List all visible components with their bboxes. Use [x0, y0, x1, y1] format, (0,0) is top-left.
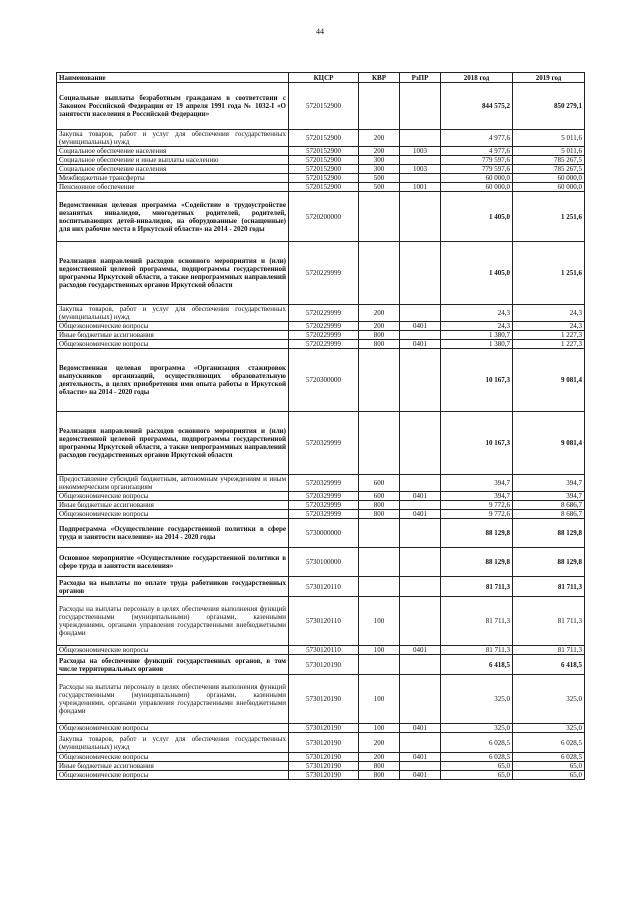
row-kvr	[359, 192, 400, 242]
row-rzpr	[400, 475, 441, 492]
row-kcsr: 5720152900	[289, 165, 359, 174]
row-2019: 850 279,1	[513, 83, 585, 130]
table-row	[57, 655, 585, 675]
row-rzpr	[400, 349, 441, 412]
row-2018: 394,7	[441, 492, 513, 501]
table-header	[57, 73, 585, 83]
row-2018: 394,7	[441, 475, 513, 492]
row-2018: 779 597,6	[441, 165, 513, 174]
row-name: Общеэкономические вопросы	[57, 492, 289, 501]
row-2019: 60 000,0	[513, 174, 585, 183]
row-2018: 1 405,0	[441, 192, 513, 242]
row-kvr: 200	[359, 733, 400, 753]
row-kvr	[359, 83, 400, 130]
table-row	[57, 349, 585, 412]
row-kvr: 200	[359, 147, 400, 156]
row-kvr: 200	[359, 322, 400, 331]
table-row	[57, 412, 585, 475]
row-rzpr: 1001	[400, 183, 441, 192]
row-kcsr: 5730120190	[289, 753, 359, 762]
row-2018: 1 380,7	[441, 340, 513, 349]
budget-table	[56, 72, 585, 780]
row-2019: 1 251,6	[513, 192, 585, 242]
table-row	[57, 724, 585, 733]
row-name: Иные бюджетные ассигнования	[57, 331, 289, 340]
row-rzpr: 0401	[400, 322, 441, 331]
row-rzpr: 0401	[400, 510, 441, 519]
row-kvr: 800	[359, 331, 400, 340]
header-name: Наименование	[57, 73, 289, 83]
row-rzpr	[400, 83, 441, 130]
row-name: Ведомственная целевая программа «Организация стажировок выпускников организаций, осуществляющих образовательную деятельность, в целях приобретения ими опыта работы в Иркутской области» на 2014 - 2020 годы	[57, 349, 289, 412]
row-rzpr: 0401	[400, 771, 441, 780]
table-row	[57, 156, 585, 165]
row-2018: 60 000,0	[441, 183, 513, 192]
row-name: Социальное обеспечение населения	[57, 147, 289, 156]
row-rzpr	[400, 156, 441, 165]
row-2019: 81 711,3	[513, 597, 585, 646]
row-rzpr: 0401	[400, 724, 441, 733]
table-row	[57, 577, 585, 597]
row-kvr: 500	[359, 183, 400, 192]
row-2019: 1 227,3	[513, 340, 585, 349]
row-2019: 8 686,7	[513, 501, 585, 510]
row-2019: 8 686,7	[513, 510, 585, 519]
row-kcsr: 5730120110	[289, 577, 359, 597]
row-2019: 785 267,5	[513, 165, 585, 174]
row-2019: 65,0	[513, 771, 585, 780]
row-name: Общеэкономические вопросы	[57, 322, 289, 331]
row-rzpr	[400, 331, 441, 340]
row-name: Подпрограмма «Осуществление государственной политики в сфере труда и занятости населения» на 2014 - 2020 годы	[57, 519, 289, 548]
row-kcsr: 5730120190	[289, 724, 359, 733]
row-kvr	[359, 519, 400, 548]
table-row	[57, 646, 585, 655]
row-kvr: 100	[359, 646, 400, 655]
row-name: Межбюджетные трансферты	[57, 174, 289, 183]
row-name: Расходы на выплаты по оплате труда работников государственных органов	[57, 577, 289, 597]
row-kcsr: 5720329999	[289, 510, 359, 519]
row-rzpr: 0401	[400, 646, 441, 655]
row-2018: 9 772,6	[441, 510, 513, 519]
row-2019: 9 081,4	[513, 412, 585, 475]
row-2019: 6 028,5	[513, 753, 585, 762]
row-2019: 6 028,5	[513, 733, 585, 753]
row-2019: 1 251,6	[513, 242, 585, 305]
table-row	[57, 165, 585, 174]
row-name: Расходы на выплаты персоналу в целях обеспечения выполнения функций государственными (муниципальными) органами, казенными учреждениями, органами управления государственными внебюджетными фондами	[57, 675, 289, 724]
table-row	[57, 548, 585, 577]
row-name: Закупка товаров, работ и услуг для обеспечения государственных (муниципальных) нужд	[57, 305, 289, 322]
row-rzpr	[400, 675, 441, 724]
row-name: Расходы на обеспечение функций государственных органов, в том числе территориальных органов	[57, 655, 289, 675]
row-name: Социальное обеспечение населения	[57, 165, 289, 174]
row-rzpr	[400, 519, 441, 548]
row-2019: 5 011,6	[513, 147, 585, 156]
row-kvr	[359, 577, 400, 597]
row-2019: 325,0	[513, 724, 585, 733]
row-2019: 24,3	[513, 305, 585, 322]
row-2018: 4 977,6	[441, 147, 513, 156]
row-name: Пенсионное обеспечение	[57, 183, 289, 192]
table-row	[57, 492, 585, 501]
table-row	[57, 753, 585, 762]
table-row	[57, 242, 585, 305]
row-kvr: 800	[359, 771, 400, 780]
row-kvr: 200	[359, 305, 400, 322]
row-kcsr: 5730120190	[289, 655, 359, 675]
row-2018: 779 597,6	[441, 156, 513, 165]
table-row	[57, 83, 585, 130]
row-rzpr: 1003	[400, 165, 441, 174]
row-2018: 65,0	[441, 771, 513, 780]
row-2019: 394,7	[513, 475, 585, 492]
row-2018: 6 028,5	[441, 753, 513, 762]
table-row	[57, 519, 585, 548]
row-2018: 325,0	[441, 675, 513, 724]
row-2018: 1 405,0	[441, 242, 513, 305]
row-kcsr: 5730120190	[289, 733, 359, 753]
header-2018: 2018 год	[441, 73, 513, 83]
row-name: Общеэкономические вопросы	[57, 753, 289, 762]
row-kvr: 800	[359, 762, 400, 771]
row-rzpr: 0401	[400, 753, 441, 762]
row-kcsr: 5720329999	[289, 412, 359, 475]
row-kcsr: 5730120190	[289, 762, 359, 771]
row-kvr: 100	[359, 724, 400, 733]
row-kvr: 500	[359, 174, 400, 183]
row-2018: 4 977,6	[441, 130, 513, 147]
row-kvr: 600	[359, 492, 400, 501]
header-2019: 2019 год	[513, 73, 585, 83]
table-row	[57, 174, 585, 183]
row-kcsr: 5720152900	[289, 183, 359, 192]
row-rzpr	[400, 501, 441, 510]
row-2019: 785 267,5	[513, 156, 585, 165]
row-2018: 88 129,8	[441, 548, 513, 577]
row-kvr: 300	[359, 156, 400, 165]
row-2018: 88 129,8	[441, 519, 513, 548]
row-name: Социальное обеспечение и иные выплаты населению	[57, 156, 289, 165]
table-row	[57, 501, 585, 510]
row-name: Общеэкономические вопросы	[57, 771, 289, 780]
row-rzpr	[400, 174, 441, 183]
row-rzpr	[400, 597, 441, 646]
row-2018: 24,3	[441, 305, 513, 322]
table-row	[57, 183, 585, 192]
table-row	[57, 340, 585, 349]
row-2018: 60 000,0	[441, 174, 513, 183]
row-2019: 24,3	[513, 322, 585, 331]
table-row	[57, 675, 585, 724]
table-row	[57, 771, 585, 780]
row-name: Предоставление субсидий бюджетным, автономным учреждениям и иным некоммерческим организациям	[57, 475, 289, 492]
row-rzpr	[400, 762, 441, 771]
row-name: Социальные выплаты безработным гражданам в соответствии с Законом Российской Федерации от 19 апреля 1991 года № 1032-I «О занятости населения в Российской Федерации»	[57, 83, 289, 130]
row-kcsr: 5720329999	[289, 492, 359, 501]
row-kvr	[359, 655, 400, 675]
header-kcsr: КЦСР	[289, 73, 359, 83]
row-rzpr: 0401	[400, 340, 441, 349]
row-kvr: 800	[359, 340, 400, 349]
row-kvr: 300	[359, 165, 400, 174]
row-2018: 10 167,3	[441, 412, 513, 475]
table-row	[57, 305, 585, 322]
table-row	[57, 192, 585, 242]
row-kvr: 100	[359, 675, 400, 724]
row-kcsr: 5720229999	[289, 322, 359, 331]
row-2018: 81 711,3	[441, 597, 513, 646]
row-kvr	[359, 412, 400, 475]
row-kvr	[359, 548, 400, 577]
row-kcsr: 5730120190	[289, 675, 359, 724]
row-name: Общеэкономические вопросы	[57, 340, 289, 349]
row-rzpr	[400, 192, 441, 242]
row-2019: 81 711,3	[513, 577, 585, 597]
row-kcsr: 5730120110	[289, 597, 359, 646]
row-kvr	[359, 349, 400, 412]
row-kcsr: 5720200000	[289, 192, 359, 242]
table-body	[57, 83, 585, 780]
row-rzpr	[400, 733, 441, 753]
table-row	[57, 733, 585, 753]
row-name: Общеэкономические вопросы	[57, 724, 289, 733]
row-rzpr	[400, 577, 441, 597]
row-rzpr	[400, 305, 441, 322]
row-kcsr: 5720152900	[289, 130, 359, 147]
row-kcsr: 5730100000	[289, 548, 359, 577]
row-name: Иные бюджетные ассигнования	[57, 501, 289, 510]
row-rzpr	[400, 130, 441, 147]
row-kcsr: 5720229999	[289, 305, 359, 322]
row-2018: 325,0	[441, 724, 513, 733]
row-name: Основное мероприятие «Осуществление государственной политики в сфере труда и занятости населения»	[57, 548, 289, 577]
row-rzpr	[400, 655, 441, 675]
table-row	[57, 510, 585, 519]
row-kcsr: 5720152900	[289, 174, 359, 183]
table-row	[57, 147, 585, 156]
row-kvr: 600	[359, 475, 400, 492]
row-name: Общеэкономические вопросы	[57, 510, 289, 519]
table-row	[57, 597, 585, 646]
row-2018: 844 575,2	[441, 83, 513, 130]
row-kcsr: 5720152900	[289, 147, 359, 156]
row-kvr: 800	[359, 501, 400, 510]
row-2018: 6 418,5	[441, 655, 513, 675]
row-name: Расходы на выплаты персоналу в целях обеспечения выполнения функций государственными (муниципальными) органами, казенными учреждениями, органами управления государственными внебюджетными фондами	[57, 597, 289, 646]
row-rzpr: 0401	[400, 492, 441, 501]
row-kcsr: 5720329999	[289, 501, 359, 510]
row-name: Ведомственная целевая программа «Содействие в трудоустройстве незанятых инвалидов, многодетных родителей, родителей, воспитывающих детей-инвалидов, на оборудованные (оснащенные) для них рабочие места в Иркутской области» на 2014 - 2020 годы	[57, 192, 289, 242]
row-kcsr: 5720152900	[289, 156, 359, 165]
row-2019: 81 711,3	[513, 646, 585, 655]
row-2018: 65,0	[441, 762, 513, 771]
table-row	[57, 130, 585, 147]
row-2018: 9 772,6	[441, 501, 513, 510]
row-name: Реализация направлений расходов основного мероприятия и (или) ведомственной целевой программы, подпрограммы государственной программы Иркутской области, а также непрограммных направлений расходов государственных органов Иркутской области	[57, 412, 289, 475]
row-rzpr	[400, 548, 441, 577]
row-2019: 5 011,6	[513, 130, 585, 147]
row-2019: 9 081,4	[513, 349, 585, 412]
row-2018: 10 167,3	[441, 349, 513, 412]
table-row	[57, 331, 585, 340]
row-kvr: 800	[359, 510, 400, 519]
row-name: Реализация направлений расходов основного мероприятия и (или) ведомственной целевой программы, подпрограммы государственной программы Иркутской области, а также непрограммных направлений расходов государственных органов Иркутской области	[57, 242, 289, 305]
row-2019: 88 129,8	[513, 519, 585, 548]
row-rzpr: 1003	[400, 147, 441, 156]
row-2018: 6 028,5	[441, 733, 513, 753]
row-kcsr: 5730120190	[289, 771, 359, 780]
row-2018: 1 380,7	[441, 331, 513, 340]
row-kvr: 200	[359, 753, 400, 762]
table-row	[57, 322, 585, 331]
row-2019: 65,0	[513, 762, 585, 771]
row-kcsr: 5720152900	[289, 83, 359, 130]
row-2019: 6 418,5	[513, 655, 585, 675]
row-kvr: 100	[359, 597, 400, 646]
row-kcsr: 5730000000	[289, 519, 359, 548]
row-2019: 60 000,0	[513, 183, 585, 192]
row-name: Закупка товаров, работ и услуг для обеспечения государственных (муниципальных) нужд	[57, 733, 289, 753]
row-rzpr	[400, 242, 441, 305]
row-name: Иные бюджетные ассигнования	[57, 762, 289, 771]
row-kcsr: 5720329999	[289, 475, 359, 492]
header-kvr: КВР	[359, 73, 400, 83]
row-kcsr: 5730120110	[289, 646, 359, 655]
header-rzpr: РзПР	[400, 73, 441, 83]
row-kvr	[359, 242, 400, 305]
row-name: Общеэкономические вопросы	[57, 646, 289, 655]
row-kvr: 200	[359, 130, 400, 147]
row-2018: 81 711,3	[441, 577, 513, 597]
table-row	[57, 762, 585, 771]
row-name: Закупка товаров, работ и услуг для обеспечения государственных (муниципальных) нужд	[57, 130, 289, 147]
row-kcsr: 5720229999	[289, 340, 359, 349]
row-kcsr: 5720229999	[289, 331, 359, 340]
page-number: 44	[316, 27, 324, 36]
row-rzpr	[400, 412, 441, 475]
row-2018: 24,3	[441, 322, 513, 331]
row-2019: 325,0	[513, 675, 585, 724]
row-kcsr: 5720229999	[289, 242, 359, 305]
row-2019: 88 129,8	[513, 548, 585, 577]
row-kcsr: 5720300000	[289, 349, 359, 412]
row-2019: 1 227,3	[513, 331, 585, 340]
row-2018: 81 711,3	[441, 646, 513, 655]
row-2019: 394,7	[513, 492, 585, 501]
table-row	[57, 475, 585, 492]
